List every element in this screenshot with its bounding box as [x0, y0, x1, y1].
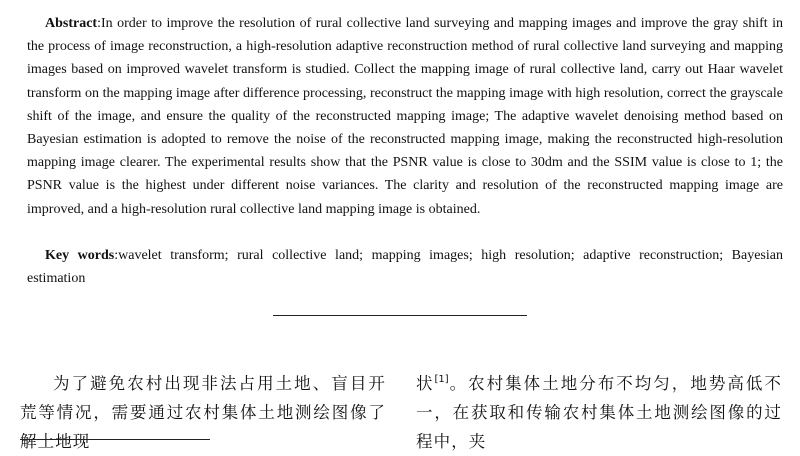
keywords-paragraph [27, 244, 783, 290]
body-right-column [416, 369, 782, 456]
keywords-text: wavelet transform; rural collective land; mapping images; high resolution; adaptive reconstruction; Bayesian estimation [27, 248, 783, 287]
right-paragraph-start: 状 [416, 374, 435, 393]
keywords-label: Key words [45, 248, 115, 263]
body-left-column [20, 369, 386, 456]
abstract-label: Abstract [45, 16, 98, 31]
keywords-separator: : [114, 248, 119, 263]
left-paragraph-text: 为了避免农村出现非法占用土地、盲目开荒等情况，需要通过农村集体土地测绘图像了解土地现 [20, 374, 386, 451]
abstract-separator: : [97, 16, 101, 31]
right-paragraph-text: 。农村集体土地分布不均匀，地势高低不一，在获取和传输农村集体土地测绘图像的过程中，夹 [416, 374, 782, 451]
abstract-text: In order to improve the resolution of rural collective land surveying and mapping images and improve the gray shift in the process of image reconstruction, a high-resolution adaptive reconstruction method of rural collective land surveying and mapping images based on improved wavelet transform is studied. Collect the mapping image of rural collective land, carry out Haar wavelet transform on the mapping image after difference processing, reconstruct the mapping image with high resolution, correct the grayscale shift of the image, and ensure the quality of the reconstructed mapping image; The adaptive wavelet denoising method based on Bayesian estimation is adopted to remove the noise of the reconstructed mapping image, making the reconstructed high-resolution mapping image clearer. The experimental results show that the PSNR value is close to 30dm and the SSIM value is close to 1; the PSNR value is the highest under different noise variances. The clarity and resolution of the reconstructed mapping image are improved, and a high-resolution rural collective land mapping image is obtained. [27, 16, 783, 217]
footnote-divider [20, 439, 210, 440]
citation-reference[interactable]: [1] [434, 374, 449, 385]
section-divider [273, 315, 527, 316]
abstract-paragraph [27, 12, 783, 221]
